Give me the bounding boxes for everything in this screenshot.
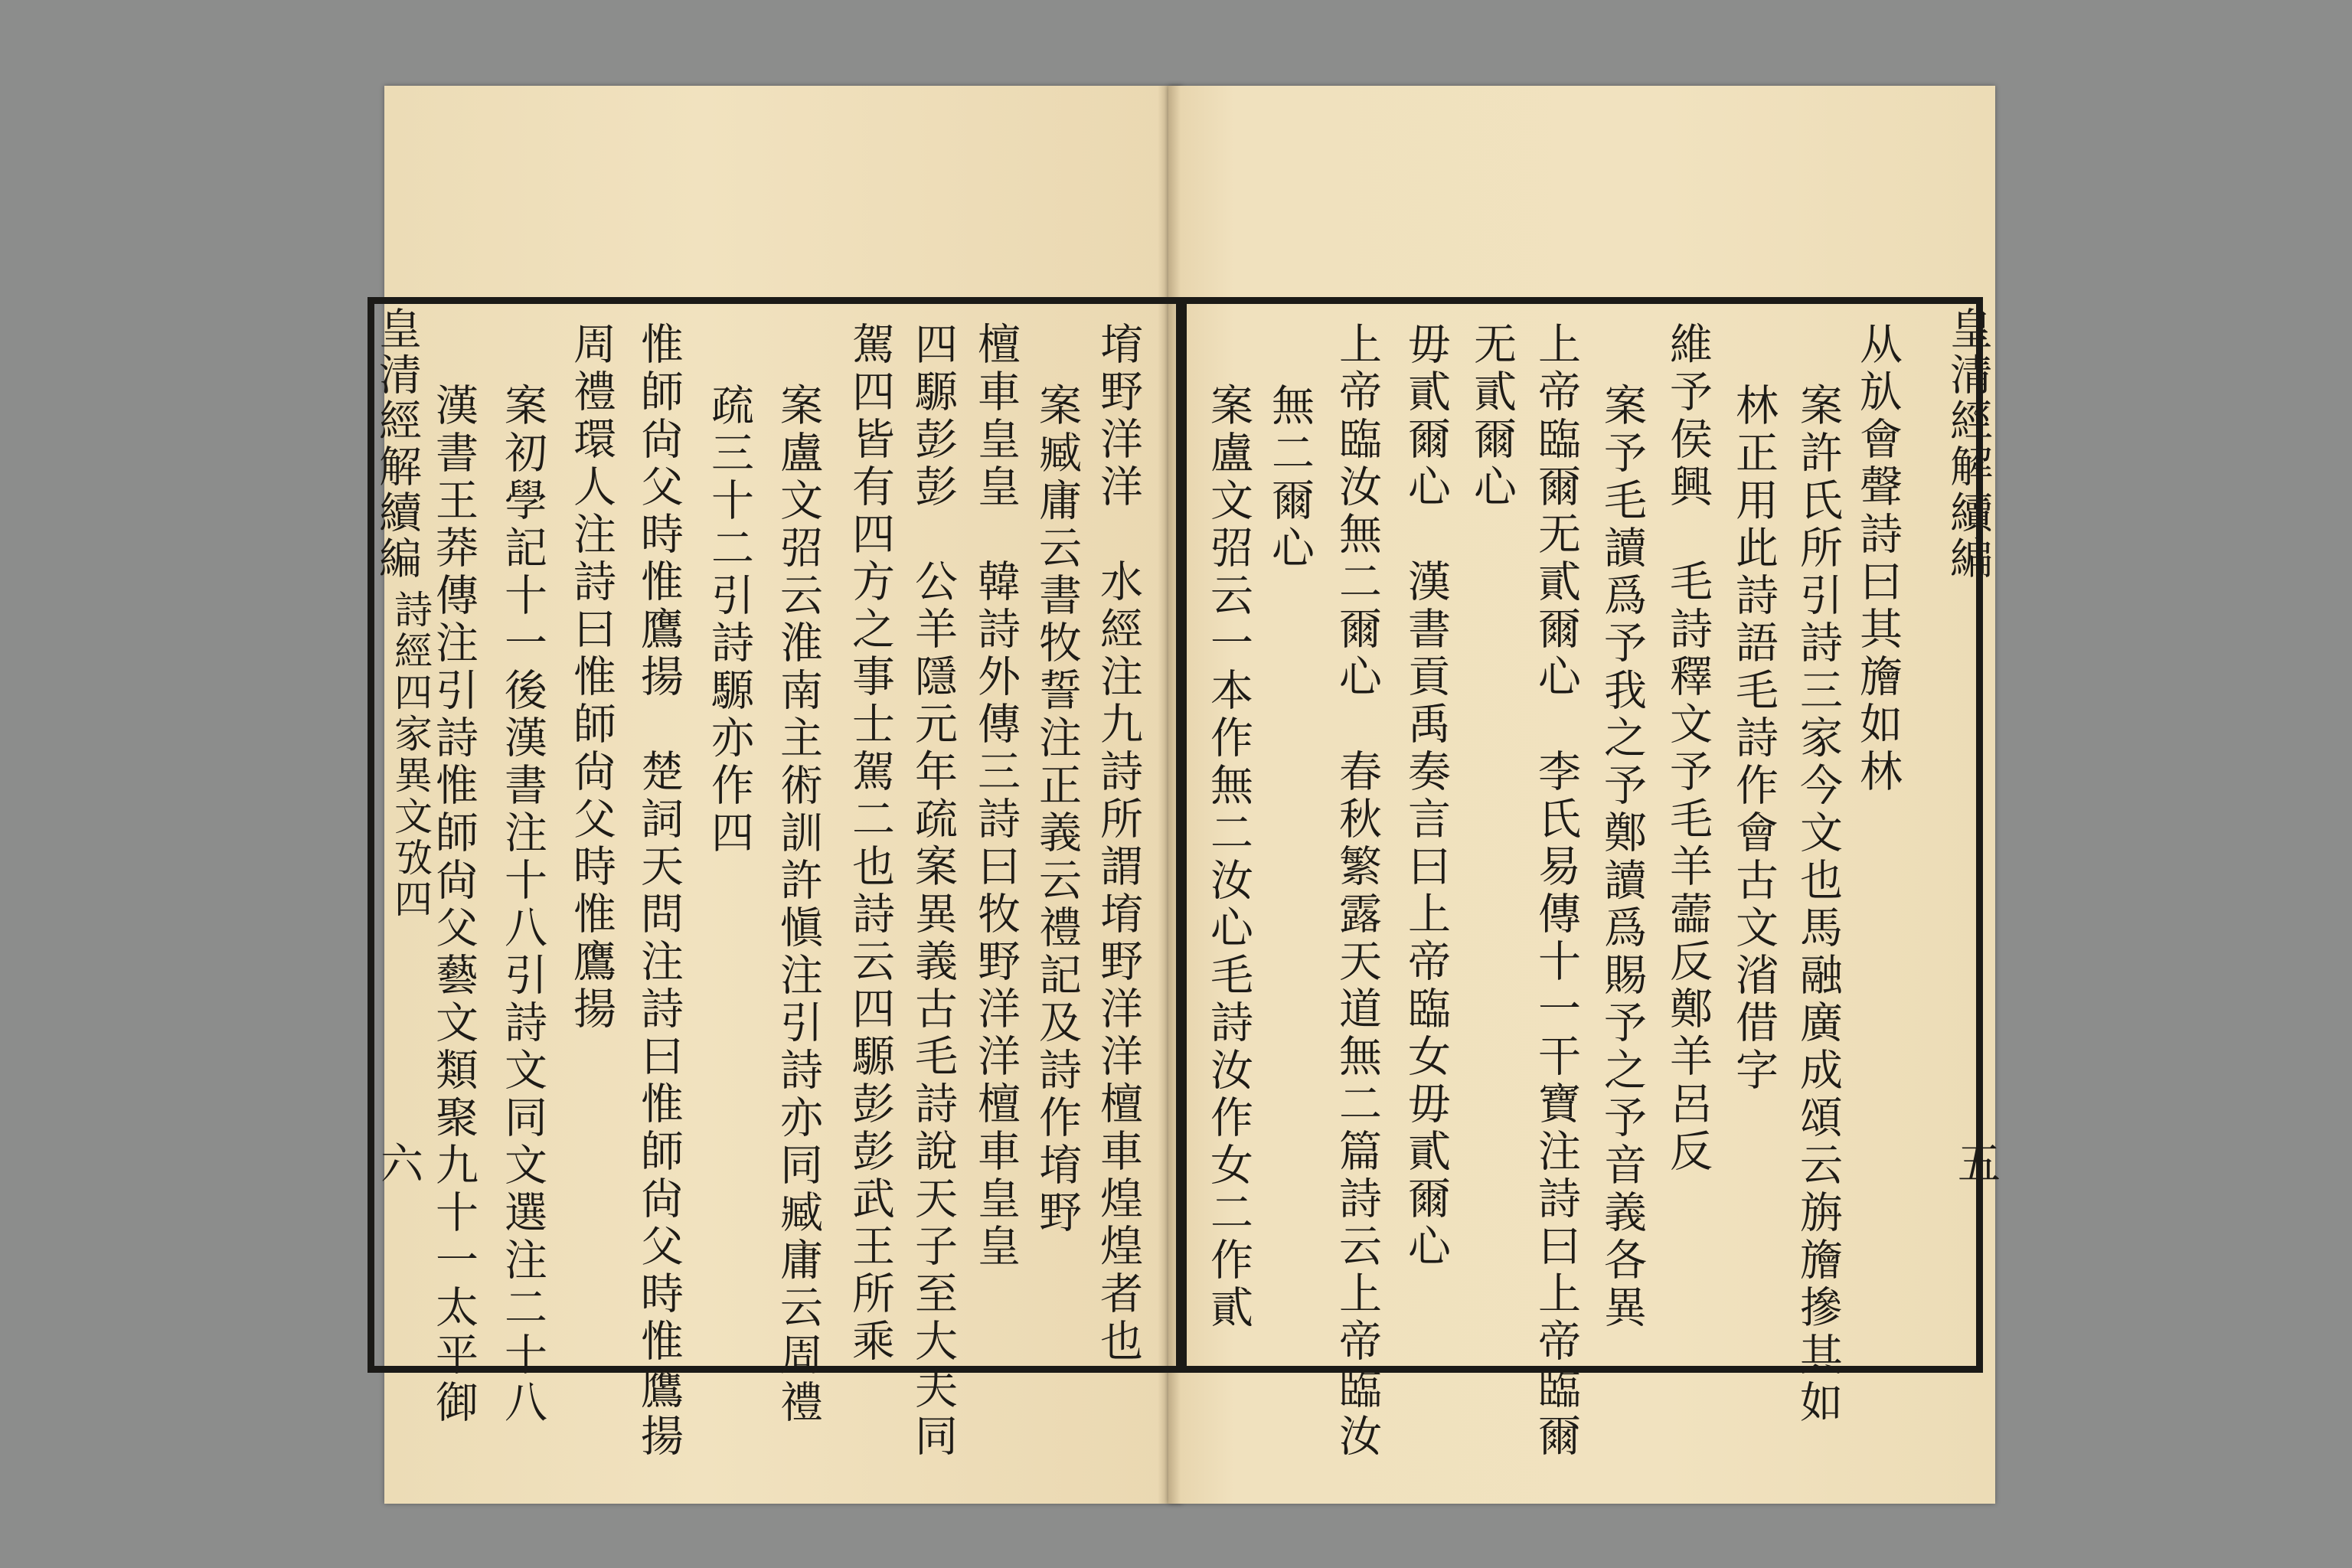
left-column-8: 惟師尙父時惟鷹揚 楚詞天問注詩曰惟師尙父時惟鷹揚 [634,322,684,1461]
right-column-2: 案許氏所引詩三家今文也馬融廣成頌云旃旝摻其如 [1793,383,1843,1427]
left-column-11: 漢書王莽傳注引詩惟師尙父藝文類聚九十一太平御 [429,383,479,1427]
right-column-5: 案予毛讀爲予我之予鄭讀爲賜予之予音義各異 [1597,383,1647,1332]
right-column-8: 毋貳爾心 漢書貢禹奏言曰上帝臨女毋貳爾心 [1401,322,1451,1271]
right-page-number: 五 [1951,1141,2001,1187]
right-column-4: 維予侯興 毛詩釋文予毛羊蘦反鄭羊呂反 [1663,322,1713,1176]
left-column-6: 案盧文弨云淮南主術訓許愼注引詩亦同臧庸云周禮 [773,383,823,1427]
left-column-2: 案臧庸云書牧誓注正義云禮記及詩作堉野 [1032,383,1082,1237]
right-column-3: 林正用此詩語毛詩作會古文渻借字 [1729,383,1779,1095]
right-column-10: 無二爾心 [1265,383,1315,573]
right-margin-title: 皇清經解續編 [1943,306,1993,582]
left-column-10: 案初學記十一後漢書注十八引詩文同文選注二十八 [498,383,547,1427]
right-column-1: 从㫃會聲詩曰其旝如林 [1853,322,1903,796]
right-column-6: 上帝臨爾无貳爾心 李氏易傳十一干寶注詩曰上帝臨爾 [1531,322,1581,1461]
left-column-7: 疏三十二引詩騵亦作四 [704,383,754,858]
left-column-3: 檀車皇皇 韓詩外傳三詩曰牧野洋洋檀車皇皇 [971,322,1021,1271]
left-column-5: 駕四皆有四方之事士駕二也詩云四騵彭彭武王所乘 [845,322,895,1366]
left-column-1: 堉野洋洋 水經注九詩所謂堉野洋洋檀車煌煌者也 [1093,322,1143,1366]
left-margin-title: 皇清經解續編 [372,306,422,582]
right-column-11: 案盧文弨云一本作無二汝心毛詩汝作女二作貳 [1204,383,1253,1332]
left-margin-subtitle: 詩經四家異文攷四 [388,590,433,920]
right-column-7: 无貳爾心 [1467,322,1517,511]
left-page-number: 六 [374,1141,423,1187]
left-column-9: 周禮環人注詩曰惟師尙父時惟鷹揚 [567,322,616,1034]
right-column-9: 上帝臨汝無二爾心 春秋繁露天道無二篇詩云上帝臨汝 [1332,322,1382,1461]
left-column-4: 四騵彭彭 公羊隱元年疏案異義古毛詩說天子至大夫同 [908,322,958,1461]
